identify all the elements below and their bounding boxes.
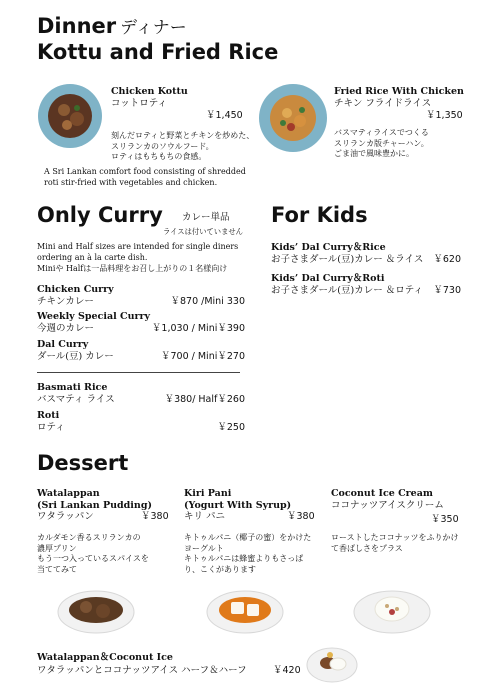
side-item: Roti ロティ ￥250 (37, 410, 245, 433)
curry-note-jp: Miniや Halfは一品料理をお召し上がりの１名様向け (37, 264, 228, 273)
main-1-price: ￥1,350 (426, 110, 463, 121)
dessert-0-jp: ワタラッパン (37, 511, 94, 522)
kids-item: Kids’ Dal Curry＆Roti お子さまダール(豆)カレー ＆ロティ ￥730 (271, 273, 461, 296)
kids-title: For Kids (271, 203, 368, 227)
curry-title-jp: カレー単品 (182, 212, 230, 223)
dessert-2-desc: ローストしたココナッツをふりかけ て香ばしさをプラス (331, 533, 459, 553)
dessert-combo-price: ￥420 (273, 665, 301, 676)
coconut-ice-photo (352, 582, 432, 634)
dessert-2-jp: ココナッツアイスクリーム (331, 500, 444, 511)
dessert-combo-name: Watalappan＆Coconut Ice (37, 652, 173, 663)
chicken-kottu-photo (37, 83, 103, 149)
main-0-name: Chicken Kottu (111, 86, 188, 97)
dessert-1-desc: キトゥルパニ（椰子の蜜）をかけた ヨーグルト キトゥルパニは蜂蜜よりもさっぱ り、こくがあります (184, 533, 312, 574)
main-1-desc-jp: バスマティライスでつくる スリランカ版チャーハン。 ごま油で風味豊かに。 (334, 128, 429, 158)
curry-no-rice-note: ライスは付いていません (163, 227, 243, 236)
dessert-0-name: Watalappan (Sri Lankan Pudding) (37, 488, 152, 511)
curry-title: Only Curry (37, 203, 163, 227)
dessert-1-price: ￥380 (287, 511, 315, 522)
combo-photo (306, 642, 358, 684)
fried-rice-photo (258, 83, 328, 153)
watalappan-photo (56, 582, 136, 634)
dessert-title: Dessert (37, 451, 129, 475)
kiri-pani-photo (205, 582, 285, 634)
main-1-jp: チキン フライドライス (334, 98, 432, 109)
dessert-2-price: ￥350 (431, 514, 459, 525)
main-1-name: Fried Rice With Chicken (334, 86, 464, 97)
dessert-1-jp: キリ パニ (184, 511, 226, 522)
curry-item: Dal Curry ダール(豆) カレー ￥700 / Mini￥270 (37, 339, 245, 362)
menu-title-en: Dinner (37, 14, 117, 38)
kids-item: Kids’ Dal Curry＆Rice お子さまダール(豆)カレー ＆ライス ￥620 (271, 242, 461, 265)
dessert-1-name: Kiri Pani (Yogurt With Syrup) (184, 488, 292, 511)
dessert-2-name: Coconut Ice Cream (331, 488, 433, 499)
main-0-jp: コットロティ (111, 98, 168, 109)
dessert-combo-jp: ワタラッパンとココナッツアイス ハーフ＆ハーフ (37, 665, 247, 676)
menu-title-jp: ディナー (120, 18, 187, 38)
dessert-0-desc: カルダモン香るスリランカの 濃厚プリン もう一つ入っているスパイスを 当ててみて (37, 533, 149, 574)
curry-divider (37, 372, 240, 373)
main-0-price: ￥1,450 (206, 110, 243, 121)
dessert-0-price: ￥380 (141, 511, 169, 522)
main-0-desc-jp: 刻んだロティと野菜とチキンを炒めた、 スリランカのソウルフード。 ロティはもちもちの食感。 (111, 131, 255, 161)
curry-note-en: Mini and Half sizes are intended for single diners ordering an à la carte dish. (37, 242, 239, 262)
side-item: Basmati Rice バスマティ ライス ￥380/ Half￥260 (37, 382, 245, 405)
main-0-desc-en: A Sri Lankan comfort food consisting of shredded roti stir-fried with vegetables and chicken. (44, 167, 246, 187)
menu-title (37, 14, 187, 40)
menu-subtitle: Kottu and Fried Rice (37, 40, 279, 64)
curry-item: Chicken Curry チキンカレー ￥870 /Mini 330 (37, 284, 245, 307)
curry-item: Weekly Special Curry 今週のカレー ￥1,030 / Mini￥390 (37, 311, 245, 334)
